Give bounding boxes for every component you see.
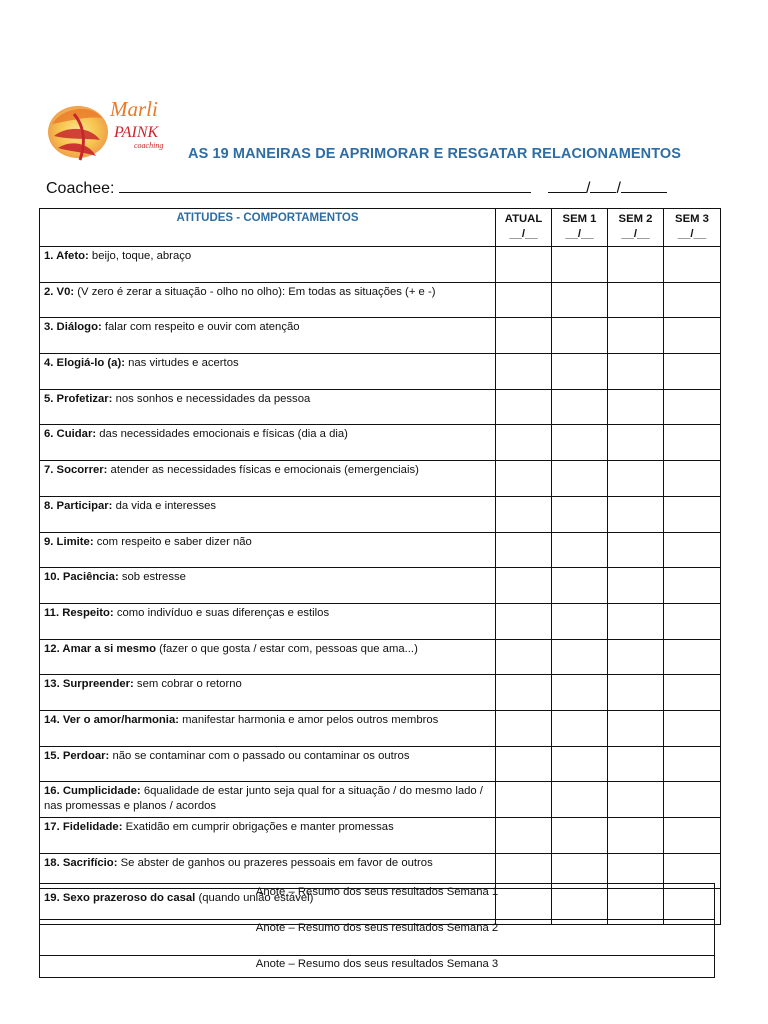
score-cell-sem-3[interactable] [664, 710, 721, 746]
attitude-item [40, 532, 496, 568]
attitude-term: 18. Sacrifício: [44, 856, 118, 869]
score-cell-atual[interactable] [496, 532, 552, 568]
table-row [40, 532, 721, 568]
score-cell-sem-3[interactable] [664, 461, 721, 497]
table-row [40, 425, 721, 461]
score-cell-atual[interactable] [496, 496, 552, 532]
score-cell-sem-3[interactable] [664, 746, 721, 782]
attitude-item [40, 818, 496, 854]
attitude-item [40, 568, 496, 604]
table-row [40, 782, 721, 818]
attitude-item [40, 461, 496, 497]
attitude-item [40, 318, 496, 354]
score-cell-sem-3[interactable] [664, 247, 721, 283]
marli-paink-logo [44, 96, 174, 166]
attitude-description: como indivíduo e suas diferenças e estilos [113, 606, 330, 619]
score-cell-sem-1[interactable] [552, 282, 608, 318]
attitude-term: 17. Fidelidade: [44, 821, 123, 833]
table-header-row [40, 209, 721, 247]
date-separator: / [616, 180, 621, 197]
logo-text-paink: PAINK [114, 124, 159, 141]
table-row [40, 389, 721, 425]
score-cell-sem-1[interactable] [552, 639, 608, 675]
score-cell-sem-2[interactable] [608, 247, 664, 283]
table-row [40, 818, 721, 854]
score-cell-sem-1[interactable] [552, 675, 608, 711]
score-cell-atual[interactable] [496, 746, 552, 782]
column-header-sem-3 [664, 209, 721, 247]
column-date-blank: __/__ [677, 228, 707, 240]
score-cell-atual[interactable] [496, 461, 552, 497]
score-cell-sem-1[interactable] [552, 425, 608, 461]
score-cell-sem-2[interactable] [608, 389, 664, 425]
attitude-description: (V zero é zerar a situação - olho no olho): Em todas as situações (+ e -) [74, 285, 436, 298]
attitude-description: (fazer o que gosta / estar com, pessoas que ama...) [155, 642, 418, 655]
table-row [40, 603, 721, 639]
coachee-label: Coachee: [46, 180, 115, 197]
attitude-term: 14. Ver o amor/harmonia: [44, 713, 179, 726]
table-row [40, 639, 721, 675]
attitude-term: 11. Respeito: [44, 606, 114, 619]
coachee-name-field[interactable] [119, 178, 531, 193]
score-cell-atual[interactable] [496, 639, 552, 675]
logo-text-coaching: coaching [134, 141, 164, 150]
attitude-description: sem cobrar o retorno [133, 678, 242, 691]
notes-week-3[interactable]: Anote – Resumo dos seus resultados Semana 3 [40, 956, 715, 978]
score-cell-sem-2[interactable] [608, 318, 664, 354]
score-cell-atual[interactable] [496, 354, 552, 390]
attitude-description: falar com respeito e ouvir com atenção [101, 321, 300, 334]
score-cell-sem-2[interactable] [608, 461, 664, 497]
score-cell-atual[interactable] [496, 282, 552, 318]
attitude-item [40, 247, 496, 283]
score-cell-sem-2[interactable] [608, 532, 664, 568]
attitude-item [40, 282, 496, 318]
attitude-description: sob estresse [118, 571, 186, 584]
score-cell-sem-1[interactable] [552, 247, 608, 283]
date-field[interactable] [548, 178, 667, 198]
attitude-description: beijo, toque, abraço [88, 250, 192, 262]
table-row [40, 746, 721, 782]
attitude-term: 13. Surpreender: [44, 678, 134, 691]
score-cell-sem-3[interactable] [664, 282, 721, 318]
score-cell-sem-3[interactable] [664, 389, 721, 425]
score-cell-sem-3[interactable] [664, 496, 721, 532]
date-year-blank[interactable] [621, 178, 667, 193]
score-cell-sem-3[interactable] [664, 782, 721, 818]
score-cell-sem-2[interactable] [608, 818, 664, 854]
attitude-item [40, 354, 496, 390]
score-cell-atual[interactable] [496, 782, 552, 818]
score-cell-sem-2[interactable] [608, 496, 664, 532]
score-cell-sem-3[interactable] [664, 603, 721, 639]
attitude-term: 12. Amar a si mesmo [44, 642, 156, 655]
attitude-term: 4. Elogiá-lo (a): [44, 357, 125, 370]
table-row [40, 710, 721, 746]
attitude-item [40, 496, 496, 532]
column-header-atual [496, 209, 552, 247]
attitude-item [40, 675, 496, 711]
score-cell-sem-2[interactable] [608, 639, 664, 675]
attitude-description: das necessidades emocionais e físicas (dia a dia) [96, 428, 348, 441]
attitude-term: 5. Profetizar: [44, 392, 113, 405]
attitude-term: 16. Cumplicidade: [44, 785, 141, 798]
column-label: SEM 1 [562, 213, 597, 225]
score-cell-sem-2[interactable] [608, 782, 664, 818]
score-cell-sem-2[interactable] [608, 675, 664, 711]
score-cell-sem-1[interactable] [552, 603, 608, 639]
attitude-description: Exatidão em cumprir obrigações e manter promessas [122, 821, 394, 833]
score-cell-atual[interactable] [496, 603, 552, 639]
score-cell-sem-1[interactable] [552, 568, 608, 604]
attitude-term: 6. Cuidar: [44, 428, 97, 441]
table-row [40, 568, 721, 604]
score-cell-atual[interactable] [496, 710, 552, 746]
attitude-description: da vida e interesses [112, 499, 217, 512]
score-cell-sem-1[interactable] [552, 461, 608, 497]
attitude-term: 2. V0: [44, 285, 75, 298]
score-cell-sem-1[interactable] [552, 782, 608, 818]
column-date-blank: __/__ [509, 228, 538, 240]
logo-graphic [44, 96, 174, 166]
notes-week-2[interactable]: Anote – Resumo dos seus resultados Semana 2 [40, 920, 715, 956]
logo-text-marli: Marli [110, 97, 158, 121]
score-cell-sem-1[interactable] [552, 496, 608, 532]
score-cell-sem-1[interactable] [552, 532, 608, 568]
attitude-description: não se contaminar com o passado ou contaminar os outros [109, 749, 410, 762]
score-cell-sem-2[interactable] [608, 354, 664, 390]
score-cell-sem-3[interactable] [664, 354, 721, 390]
table-row [40, 461, 721, 497]
attitude-item [40, 389, 496, 425]
attitude-item [40, 603, 496, 639]
notes-row [40, 884, 715, 920]
score-cell-sem-3[interactable] [664, 675, 721, 711]
column-header-sem-2 [608, 209, 664, 247]
attitude-description: Se abster de ganhos ou prazeres pessoais em favor de outros [117, 856, 433, 869]
table-row [40, 354, 721, 390]
attitude-description: 6qualidade de estar junto seja qual for a situação / do mesmo lado / nas promessas e planos / acordos [44, 785, 483, 813]
attitude-term: 10. Paciência: [44, 571, 119, 584]
notes-week-1[interactable]: Anote – Resumo dos seus resultados Semana 1 [40, 884, 715, 920]
attitudes-table [39, 208, 721, 925]
attitude-description: atender as necessidades físicas e emocionais (emergenciais) [107, 464, 419, 477]
score-cell-atual[interactable] [496, 247, 552, 283]
column-date-blank: __/__ [565, 228, 594, 240]
attitude-term: 19. Sexo prazeroso do casal [44, 892, 196, 905]
table-row [40, 675, 721, 711]
attitude-description: (quando união estável) [195, 892, 314, 905]
column-header-attitudes: ATITUDES - COMPORTAMENTOS [40, 209, 496, 247]
score-cell-sem-3[interactable] [664, 568, 721, 604]
score-cell-atual[interactable] [496, 425, 552, 461]
attitude-item [40, 639, 496, 675]
attitude-term: 7. Socorrer: [44, 464, 108, 477]
date-month-blank[interactable] [590, 178, 616, 193]
score-cell-sem-2[interactable] [608, 746, 664, 782]
score-cell-sem-3[interactable] [664, 318, 721, 354]
score-cell-atual[interactable] [496, 675, 552, 711]
score-cell-sem-1[interactable] [552, 354, 608, 390]
date-day-blank[interactable] [548, 178, 586, 193]
score-cell-sem-2[interactable] [608, 568, 664, 604]
score-cell-sem-1[interactable] [552, 818, 608, 854]
attitude-term: 9. Limite: [44, 535, 94, 548]
coachee-row [46, 178, 531, 198]
column-header-sem-1 [552, 209, 608, 247]
attitude-term: 1. Afeto: [44, 250, 89, 262]
column-label: SEM 2 [618, 213, 653, 225]
score-cell-sem-2[interactable] [608, 425, 664, 461]
notes-row [40, 956, 715, 978]
score-cell-atual[interactable] [496, 318, 552, 354]
attitude-item [40, 425, 496, 461]
attitude-term: 3. Diálogo: [44, 321, 102, 334]
column-label: ATUAL [504, 213, 543, 225]
table-row [40, 318, 721, 354]
attitude-term: 8. Participar: [44, 499, 113, 512]
score-cell-sem-1[interactable] [552, 389, 608, 425]
score-cell-sem-2[interactable] [608, 603, 664, 639]
date-separator: / [586, 180, 591, 197]
attitude-description: manifestar harmonia e amor pelos outros membros [178, 713, 439, 726]
column-date-blank: __/__ [621, 228, 650, 240]
score-cell-sem-2[interactable] [608, 710, 664, 746]
attitude-description: nas virtudes e acertos [124, 357, 239, 370]
attitude-term: 15. Perdoar: [44, 749, 110, 762]
notes-row [40, 920, 715, 956]
score-cell-sem-1[interactable] [552, 710, 608, 746]
score-cell-sem-2[interactable] [608, 282, 664, 318]
score-cell-sem-1[interactable] [552, 746, 608, 782]
attitude-description: nos sonhos e necessidades da pessoa [112, 392, 311, 405]
notes-table [39, 883, 715, 978]
page-title: AS 19 MANEIRAS DE APRIMORAR E RESGATAR RELACIONAMENTOS [188, 146, 682, 162]
score-cell-atual[interactable] [496, 389, 552, 425]
score-cell-sem-3[interactable] [664, 532, 721, 568]
attitude-item [40, 710, 496, 746]
score-cell-atual[interactable] [496, 818, 552, 854]
column-label: SEM 3 [675, 213, 709, 225]
table-row [40, 282, 721, 318]
score-cell-sem-3[interactable] [664, 425, 721, 461]
table-row [40, 247, 721, 283]
score-cell-sem-3[interactable] [664, 818, 721, 854]
attitude-description: com respeito e saber dizer não [93, 535, 252, 548]
score-cell-atual[interactable] [496, 568, 552, 604]
attitude-item [40, 746, 496, 782]
attitude-item [40, 782, 496, 818]
score-cell-sem-3[interactable] [664, 639, 721, 675]
table-row [40, 496, 721, 532]
score-cell-sem-1[interactable] [552, 318, 608, 354]
